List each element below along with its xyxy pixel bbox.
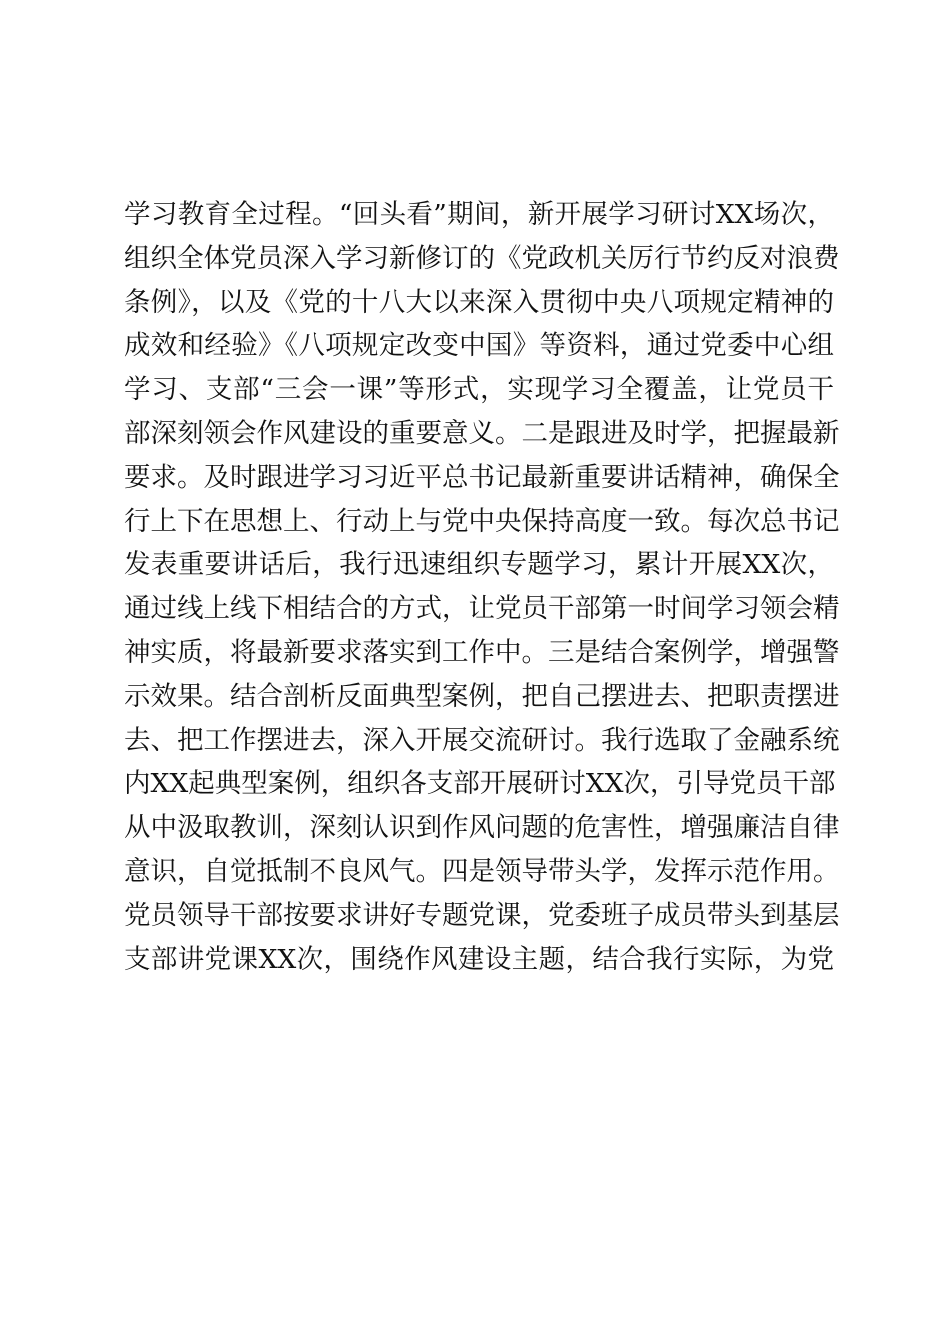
text-line: 组织全体党员深入学习新修订的《党政机关厉行节约反对浪费 <box>124 242 840 274</box>
text-line: 要求。及时跟进学习习近平总书记最新重要讲话精神，确保全 <box>124 461 840 493</box>
text-line: 支部讲党课XX次，围绕作风建设主题，结合我行实际，为党 <box>124 943 834 975</box>
text-line: 党员领导干部按要求讲好专题党课，党委班子成员带头到基层 <box>124 899 840 931</box>
text-line: 意识，自觉抵制不良风气。四是领导带头学，发挥示范作用。 <box>124 855 840 887</box>
text-line: 条例》，以及《党的十八大以来深入贯彻中央八项规定精神的 <box>124 286 834 318</box>
text-line: 行上下在思想上、行动上与党中央保持高度一致。每次总书记 <box>124 505 840 537</box>
body-paragraph <box>124 193 840 981</box>
text-line: 神实质，将最新要求落实到工作中。三是结合案例学，增强警 <box>124 636 840 668</box>
text-line: 通过线上线下相结合的方式，让党员干部第一时间学习领会精 <box>124 593 840 625</box>
text-line: 去、把工作摆进去，深入开展交流研讨。我行选取了金融系统 <box>124 724 840 756</box>
text-line: 从中汲取教训，深刻认识到作风问题的危害性，增强廉洁自律 <box>124 812 840 844</box>
text-line: 发表重要讲话后，我行迅速组织专题学习，累计开展XX次， <box>124 549 834 581</box>
text-line: 成效和经验》《八项规定改变中国》等资料，通过党委中心组 <box>124 330 834 362</box>
text-line: 学习教育全过程。“回头看”期间，新开展学习研讨XX场次， <box>124 199 834 230</box>
text-line: 示效果。结合剖析反面典型案例，把自己摆进去、把职责摆进 <box>124 680 840 712</box>
text-line: 内XX起典型案例，组织各支部开展研讨XX次，引导党员干部 <box>124 768 836 800</box>
text-line: 学习、支部“三会一课”等形式，实现学习全覆盖，让党员干 <box>124 374 834 406</box>
text-line: 部深刻领会作风建设的重要意义。二是跟进及时学，把握最新 <box>124 417 840 449</box>
